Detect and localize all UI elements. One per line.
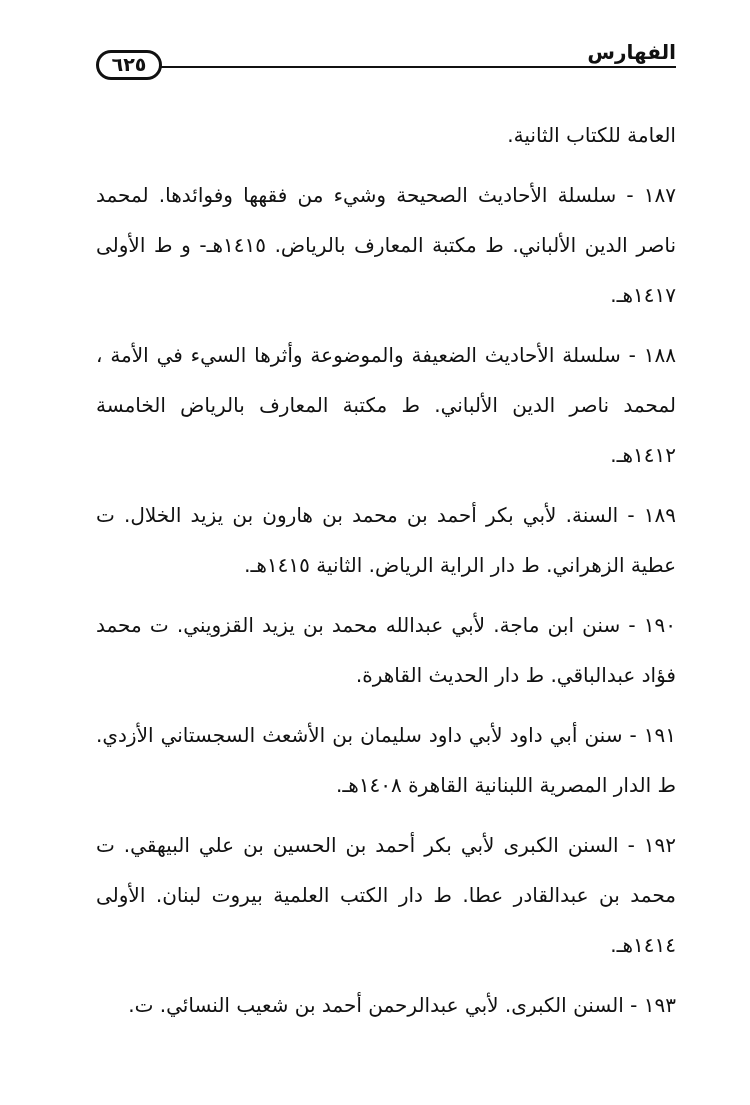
continued-entry-text: العامة للكتاب الثانية. <box>507 123 676 147</box>
bibliography-entry-192: ١٩٢ - السنن الكبرى لأبي بكر أحمد بن الحسين بن علي البيهقي. ت محمد بن عبدالقادر عطا. ط دار الكتب العلمية بيروت لبنان. الأولى ١٤١٤هـ. <box>96 833 676 957</box>
page-number: ٦٢٥ <box>96 50 162 80</box>
bibliography-entry-193: ١٩٣ - السنن الكبرى. لأبي عبدالرحمن أحمد بن شعيب النسائي. ت. <box>128 993 676 1017</box>
bibliography-entry-190: ١٩٠ - سنن ابن ماجة. لأبي عبدالله محمد بن يزيد القزويني. ت محمد فؤاد عبدالباقي. ط دار الحديث القاهرة. <box>96 613 676 687</box>
bibliography-entry-191: ١٩١ - سنن أبي داود لأبي داود سليمان بن الأشعث السجستاني الأزدي. ط الدار المصرية اللبنانية القاهرة ١٤٠٨هـ. <box>96 723 676 797</box>
bibliography-entry-187: ١٨٧ - سلسلة الأحاديث الصحيحة وشيء من فقهها وفوائدها. لمحمد ناصر الدين الألباني. ط مكتبة المعارف بالرياض. ١٤١٥هـ- و ط الأولى ١٤١٧هـ. <box>96 183 677 307</box>
running-title: الفهارس <box>577 40 676 64</box>
page-body <box>96 110 676 1030</box>
bibliography-entry-189: ١٨٩ - السنة. لأبي بكر أحمد بن محمد بن هارون بن يزيد الخلال. ت عطية الزهراني. ط دار الراية الرياض. الثانية ١٤١٥هـ. <box>96 503 676 577</box>
page-header <box>96 40 676 90</box>
header-rule <box>156 66 676 68</box>
bibliography-entry-188: ١٨٨ - سلسلة الأحاديث الضعيفة والموضوعة وأثرها السيء في الأمة ، لمحمد ناصر الدين الألباني. ط مكتبة المعارف بالرياض الخامسة ١٤١٢هـ. <box>96 343 676 467</box>
